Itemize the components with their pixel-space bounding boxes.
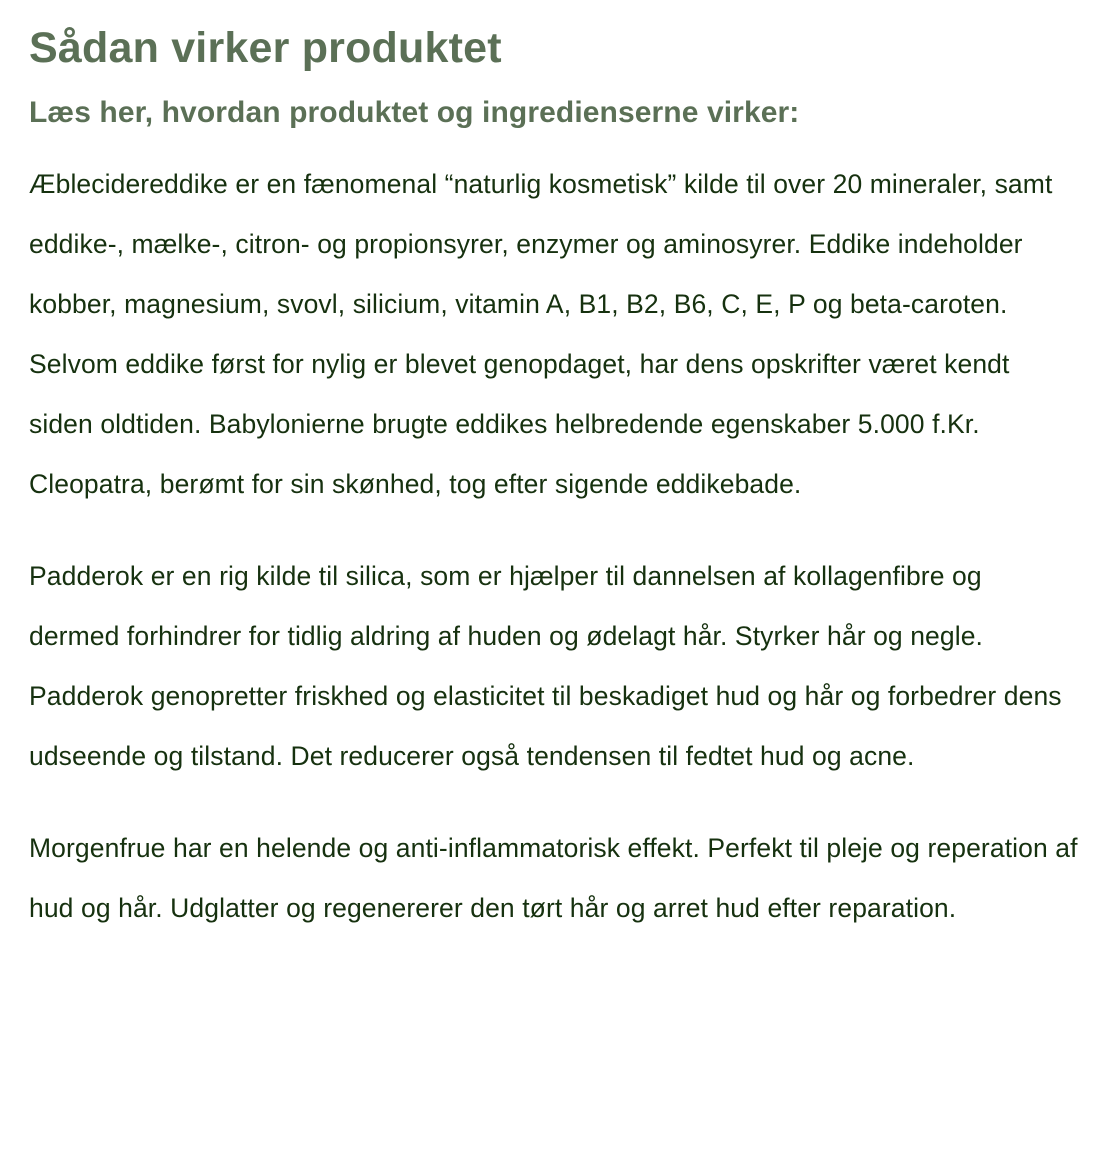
section-subtitle: Læs her, hvordan produktet og ingredienserne virker: xyxy=(29,96,800,129)
paragraph-apple-cider-vinegar: Æblecidereddike er en fænomenal “naturlig kosmetisk” kilde til over 20 mineraler, samt eddike-, mælke-, citron- og propionsyrer, enzymer og aminosyrer. Eddike indeholder kobber, magnesium, svovl, silicium, vitamin A, B1, B2, B6, C, E, P og beta-caroten. Selvom eddike først for nylig er blevet genopdaget, har dens opskrifter været kendt siden oldtiden. Babylonierne brugte eddikes helbredende egenskaber 5.000 f.Kr. Cleopatra, berømt for sin skønhed, tog efter sigende eddikebade. xyxy=(29,169,1053,499)
paragraph-horsetail: Padderok er en rig kilde til silica, som er hjælper til dannelsen af kollagenfibre og dermed forhindrer for tidlig aldring af huden og ødelagt hår. Styrker hår og negle. Padderok genopretter friskhed og elasticitet til beskadiget hud og hår og forbedrer dens udseende og tilstand. Det reducerer også tendensen til fedtet hud og acne. xyxy=(29,561,1062,771)
paragraph-marigold: Morgenfrue har en helende og anti-inflammatorisk effekt. Perfekt til pleje og reperation af hud og hår. Udglatter og regenererer den tørt hår og arret hud efter reparation. xyxy=(29,833,1078,923)
product-description-section xyxy=(29,22,1079,938)
page-title: Sådan virker produktet xyxy=(29,24,502,72)
